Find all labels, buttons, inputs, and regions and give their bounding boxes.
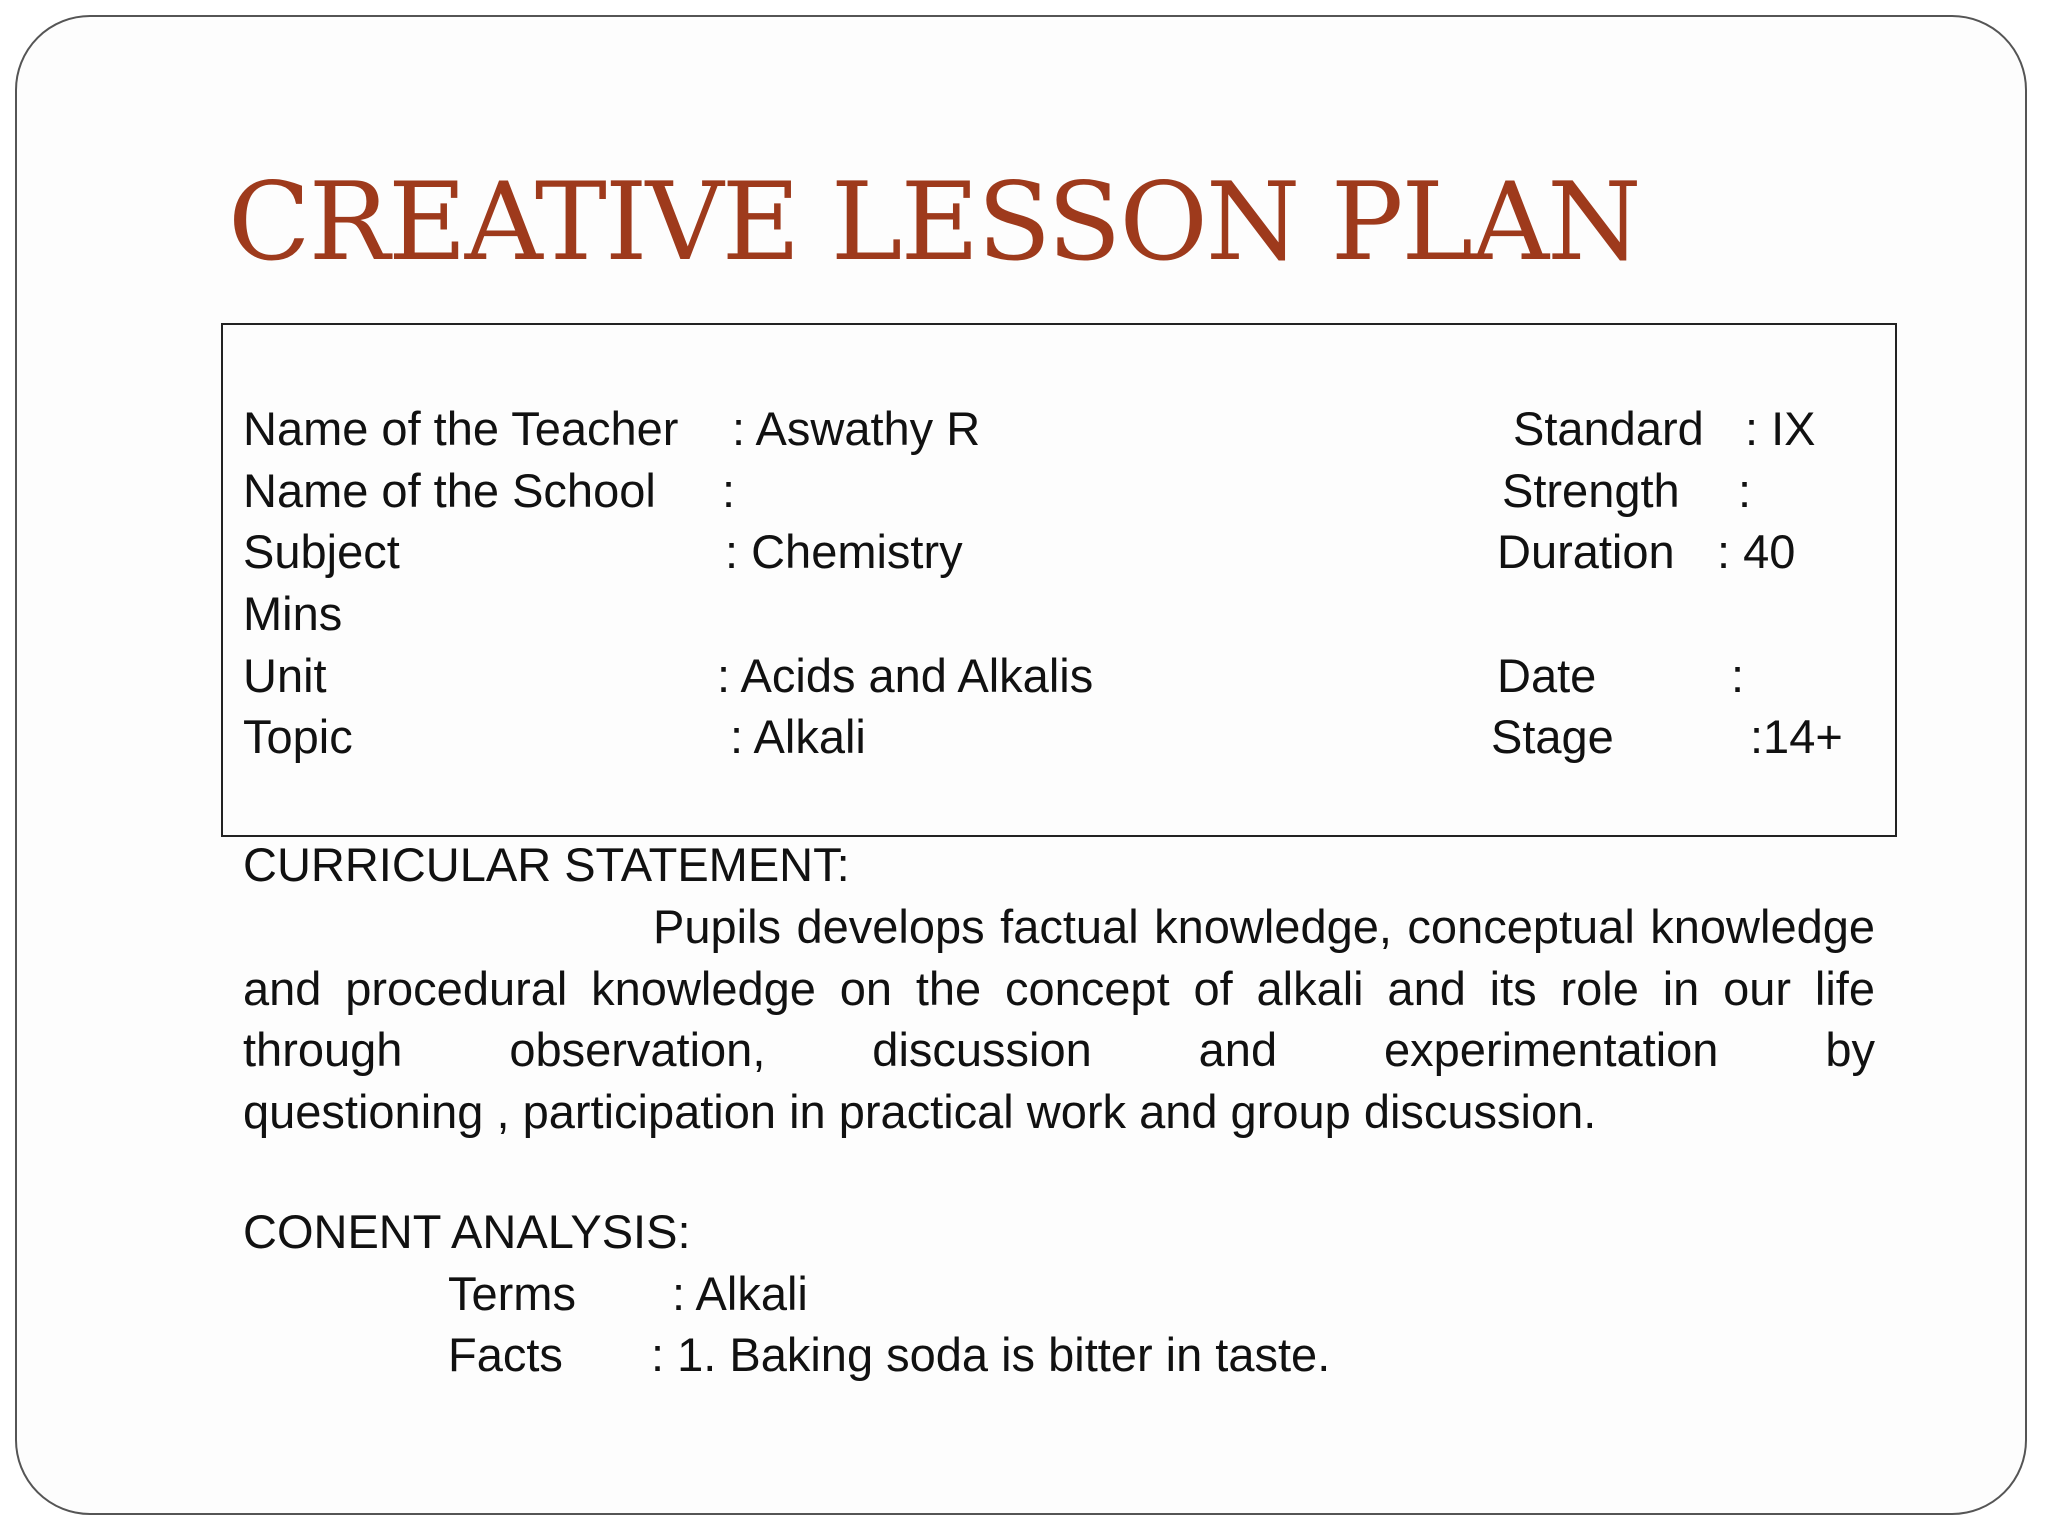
unit-value: : Acids and Alkalis — [717, 649, 1094, 702]
topic-value: : Alkali — [730, 710, 866, 763]
date-value: : — [1731, 649, 1745, 702]
subject-label: Subject — [243, 525, 400, 578]
duration-value: : 40 — [1717, 525, 1796, 578]
page-title: CREATIVE LESSON PLAN — [228, 160, 1640, 285]
stage-value: :14+ — [1750, 710, 1843, 763]
standard-value: : IX — [1745, 402, 1816, 455]
curricular-heading: CURRICULAR STATEMENT: — [243, 838, 850, 891]
teacher-name-label: Name of the Teacher — [243, 402, 679, 455]
school-name-label: Name of the School — [243, 464, 656, 517]
content-analysis-heading: CONENT ANALYSIS: — [243, 1205, 691, 1258]
subject-value: : Chemistry — [725, 525, 963, 578]
standard-label: Standard — [1513, 402, 1704, 455]
strength-label: Strength — [1502, 464, 1680, 517]
facts-label: Facts — [448, 1328, 563, 1381]
facts-value: : 1. Baking soda is bitter in taste. — [651, 1328, 1331, 1381]
topic-label: Topic — [243, 710, 353, 763]
duration-unit-label: Mins — [243, 587, 343, 640]
strength-value: : — [1738, 464, 1752, 517]
terms-value: : Alkali — [672, 1267, 808, 1320]
school-name-value: : — [722, 464, 736, 517]
duration-label: Duration — [1497, 525, 1675, 578]
terms-label: Terms — [448, 1267, 576, 1320]
curricular-paragraph-last-line: questioning , participation in practical work and group discussion. — [243, 1085, 1597, 1138]
stage-label: Stage — [1491, 710, 1614, 763]
teacher-name-value: : Aswathy R — [732, 402, 981, 455]
date-label: Date — [1497, 649, 1597, 702]
unit-label: Unit — [243, 649, 327, 702]
curricular-paragraph: Pupils develops factual knowledge, conceptual knowledge and procedural knowledge on the concept of alkali and its role in our life through observation, discussion and experimentation by — [243, 900, 1875, 1076]
